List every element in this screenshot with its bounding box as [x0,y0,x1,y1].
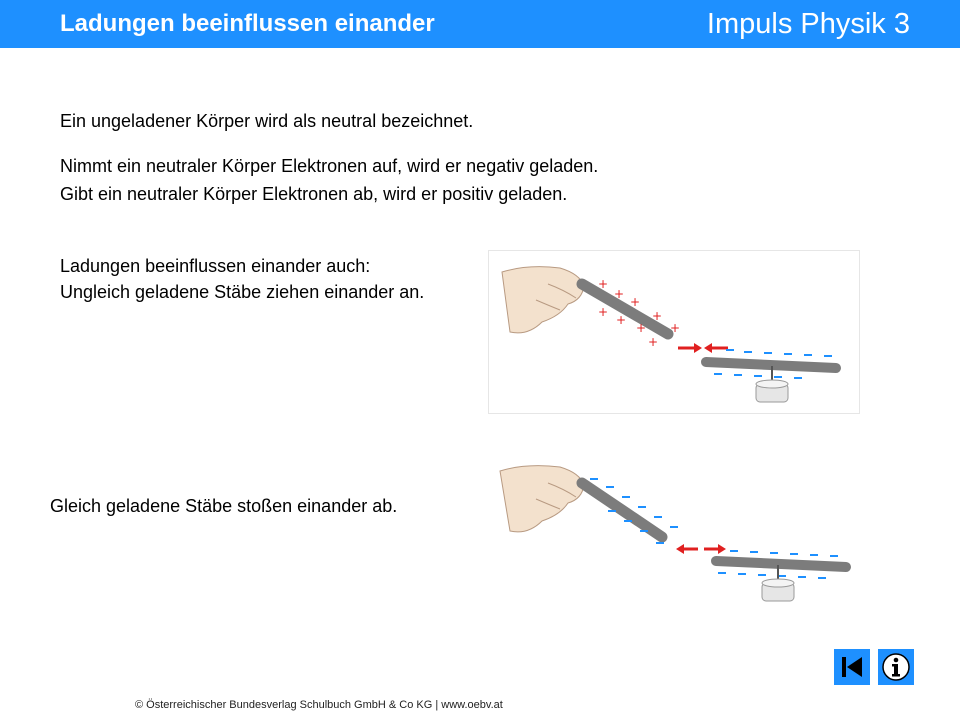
svg-text:+: + [670,321,681,335]
charged-rod-bottom [716,561,846,567]
text-attract: Ungleich geladene Stäbe ziehen einander an. [60,282,425,302]
charged-rod-top [582,483,662,537]
svg-text:+: + [630,295,641,309]
svg-text:+: + [616,313,627,327]
svg-text:+: + [648,335,659,349]
stand-icon [762,565,794,601]
svg-text:+: + [598,277,609,291]
brand-title: Impuls Physik 3 [706,8,910,40]
page-title: Ladungen beeinflussen einander [60,10,435,37]
svg-text:+: + [598,305,609,319]
svg-text:+: + [614,287,625,301]
arrow-right-icon [718,544,726,554]
copyright-footer: © Österreichischer Bundesverlag Schulbuch GmbH & Co KG | www.oebv.at [135,699,503,711]
svg-text:+: + [636,321,647,335]
svg-text:+: + [652,309,663,323]
skip-back-icon [834,649,870,685]
text-negative: Nimmt ein neutraler Körper Elektronen auf, wird er negativ geladen. [60,156,599,176]
header-bar [0,0,960,48]
info-button[interactable] [878,649,914,685]
previous-button[interactable] [834,649,870,685]
text-repel: Gleich geladene Stäbe stoßen einander ab. [50,496,398,516]
text-positive: Gibt ein neutraler Körper Elektronen ab, wird er positiv geladen. [60,184,568,204]
repel-illustration [490,455,860,615]
info-icon [878,649,914,685]
attract-illustration [488,250,860,414]
text-influence: Ladungen beeinflussen einander auch: [60,256,371,276]
hand-icon [500,466,584,532]
text-neutral: Ein ungeladener Körper wird als neutral bezeichnet. [60,111,474,131]
arrow-left-icon [676,544,684,554]
